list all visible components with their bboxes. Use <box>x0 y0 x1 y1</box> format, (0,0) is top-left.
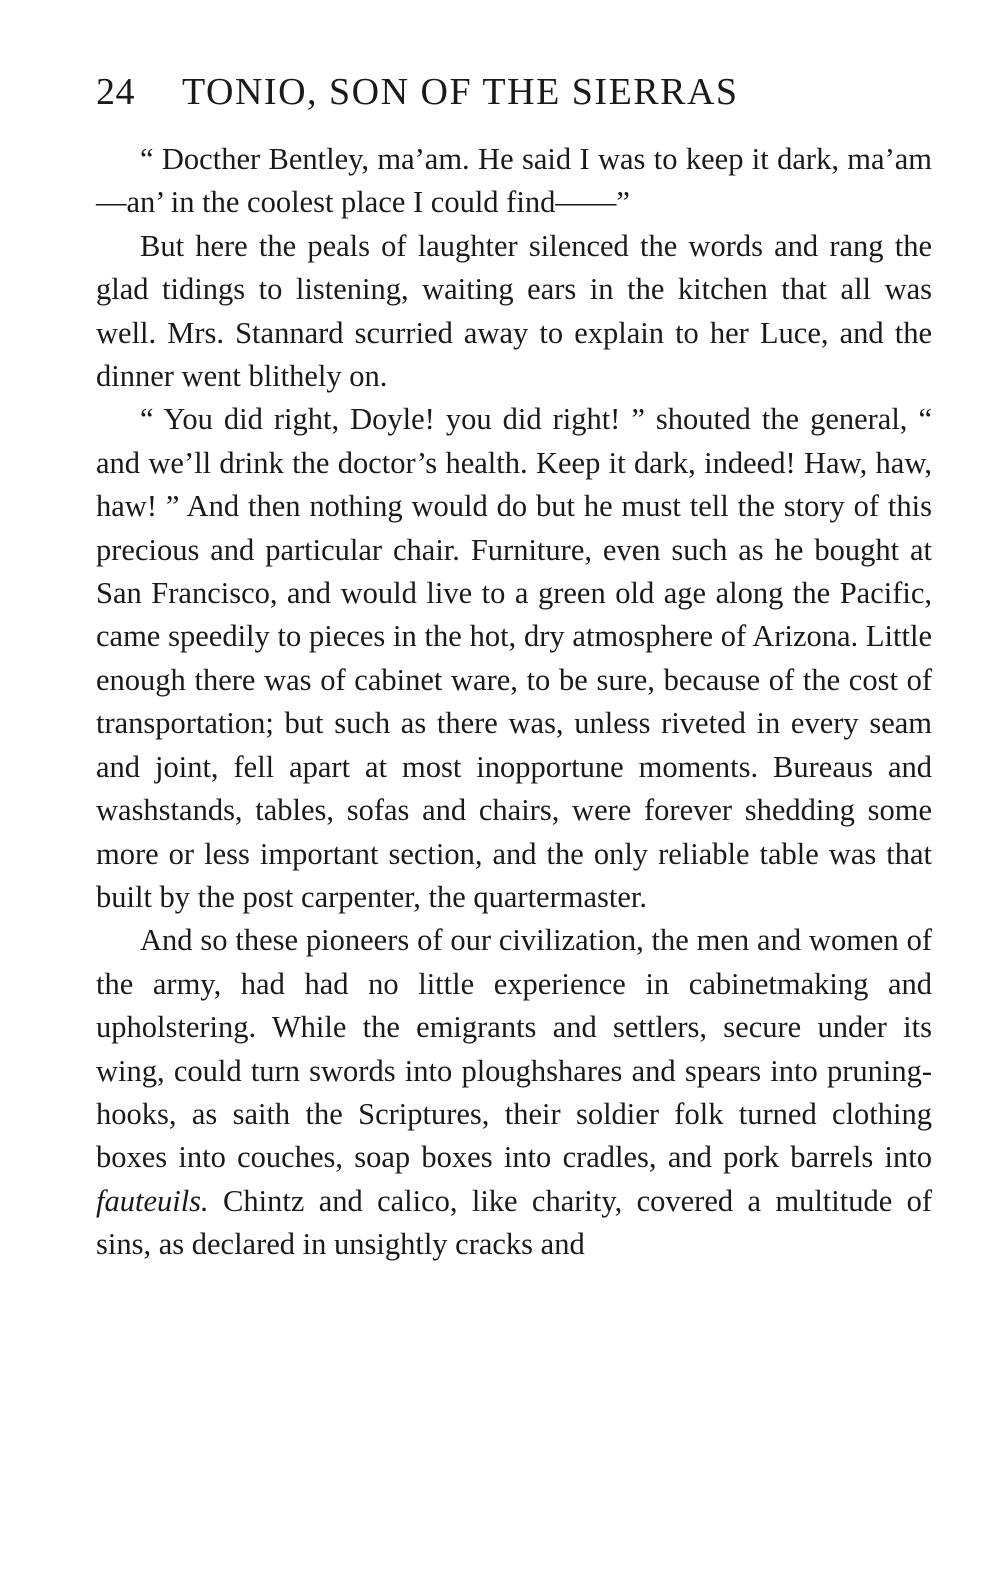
page-header <box>96 68 932 116</box>
body-text <box>96 138 932 1267</box>
paragraph-pioneers-text-before: And so these pioneers of our civilization, the men and women of the army, had had no little experience in cabinetmaking and upholstering. While the emigrants and settlers, secure under its wing, could turn swords into ploughshares and spears into pruning-hooks, as saith the Scriptures, their soldier folk turned clothing boxes into couches, soap boxes into cradles, and pork barrels into <box>96 923 932 1175</box>
page-number: 24 <box>96 71 135 113</box>
paragraph-laughter: But here the peals of laughter silenced the words and rang the glad tidings to listening, waiting ears in the kitchen that all was well. Mrs. Stannard scurried away to explain to her Luce, and the dinner went blithely on. <box>96 228 932 394</box>
paragraph-doyle-reply: “ Docther Bentley, ma’am. He said I was to keep it dark, ma’am—an’ in the coolest place I could find——” <box>96 142 932 220</box>
paragraph-pioneers-text-after: Chintz and calico, like charity, covered a multitude of sins, as declared in unsightly cracks and <box>96 1183 932 1262</box>
paragraph-general-story: “ You did right, Doyle! you did right! ” shouted the general, “ and we’ll drink the doctor’s health. Keep it dark, indeed! Haw, haw, haw! ” And then nothing would do but he must tell the story of this precious and particular chair. Furniture, even such as he bought at San Francisco, and would live to a green old age along the Pacific, came speedily to pieces in the hot, dry atmosphere of Arizona. Little enough there was of cabinet ware, to be sure, because of the cost of transportation; but such as there was, unless riveted in every seam and joint, fell apart at most inopportune moments. Bureaus and washstands, tables, sofas and chairs, were forever shedding some more or less important section, and the only reliable table was that built by the post carpenter, the quartermaster. <box>96 402 932 914</box>
book-page <box>96 68 932 1267</box>
italic-word-fauteuils: fauteuils. <box>96 1183 209 1218</box>
paragraph-pioneers <box>96 919 932 1266</box>
running-title: TONIO, SON OF THE SIERRAS <box>182 71 739 113</box>
